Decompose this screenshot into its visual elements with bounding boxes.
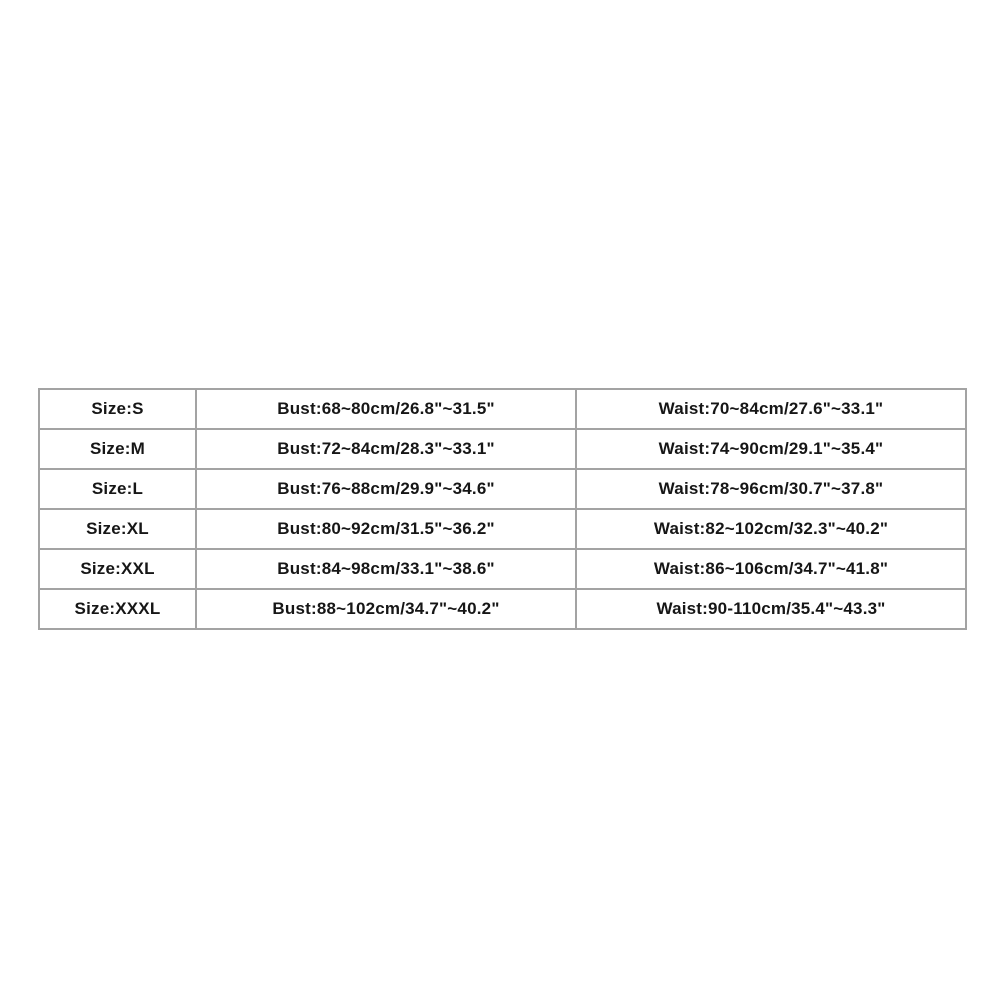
table-row bbox=[39, 469, 966, 509]
table-row bbox=[39, 589, 966, 629]
bust-cell: Bust:72~84cm/28.3"~33.1" bbox=[196, 429, 576, 469]
bust-cell: Bust:84~98cm/33.1"~38.6" bbox=[196, 549, 576, 589]
waist-cell: Waist:90-110cm/35.4"~43.3" bbox=[576, 589, 966, 629]
waist-cell: Waist:78~96cm/30.7"~37.8" bbox=[576, 469, 966, 509]
size-cell: Size:M bbox=[39, 429, 196, 469]
bust-cell: Bust:80~92cm/31.5"~36.2" bbox=[196, 509, 576, 549]
size-chart-table bbox=[38, 388, 967, 630]
bust-cell: Bust:76~88cm/29.9"~34.6" bbox=[196, 469, 576, 509]
bust-cell: Bust:88~102cm/34.7"~40.2" bbox=[196, 589, 576, 629]
size-cell: Size:XL bbox=[39, 509, 196, 549]
size-cell: Size:L bbox=[39, 469, 196, 509]
size-cell: Size:XXXL bbox=[39, 589, 196, 629]
table-row bbox=[39, 549, 966, 589]
waist-cell: Waist:86~106cm/34.7"~41.8" bbox=[576, 549, 966, 589]
size-cell: Size:XXL bbox=[39, 549, 196, 589]
table-row bbox=[39, 429, 966, 469]
waist-cell: Waist:82~102cm/32.3"~40.2" bbox=[576, 509, 966, 549]
size-cell: Size:S bbox=[39, 389, 196, 429]
waist-cell: Waist:74~90cm/29.1"~35.4" bbox=[576, 429, 966, 469]
waist-cell: Waist:70~84cm/27.6"~33.1" bbox=[576, 389, 966, 429]
bust-cell: Bust:68~80cm/26.8"~31.5" bbox=[196, 389, 576, 429]
table-row bbox=[39, 389, 966, 429]
table-row bbox=[39, 509, 966, 549]
